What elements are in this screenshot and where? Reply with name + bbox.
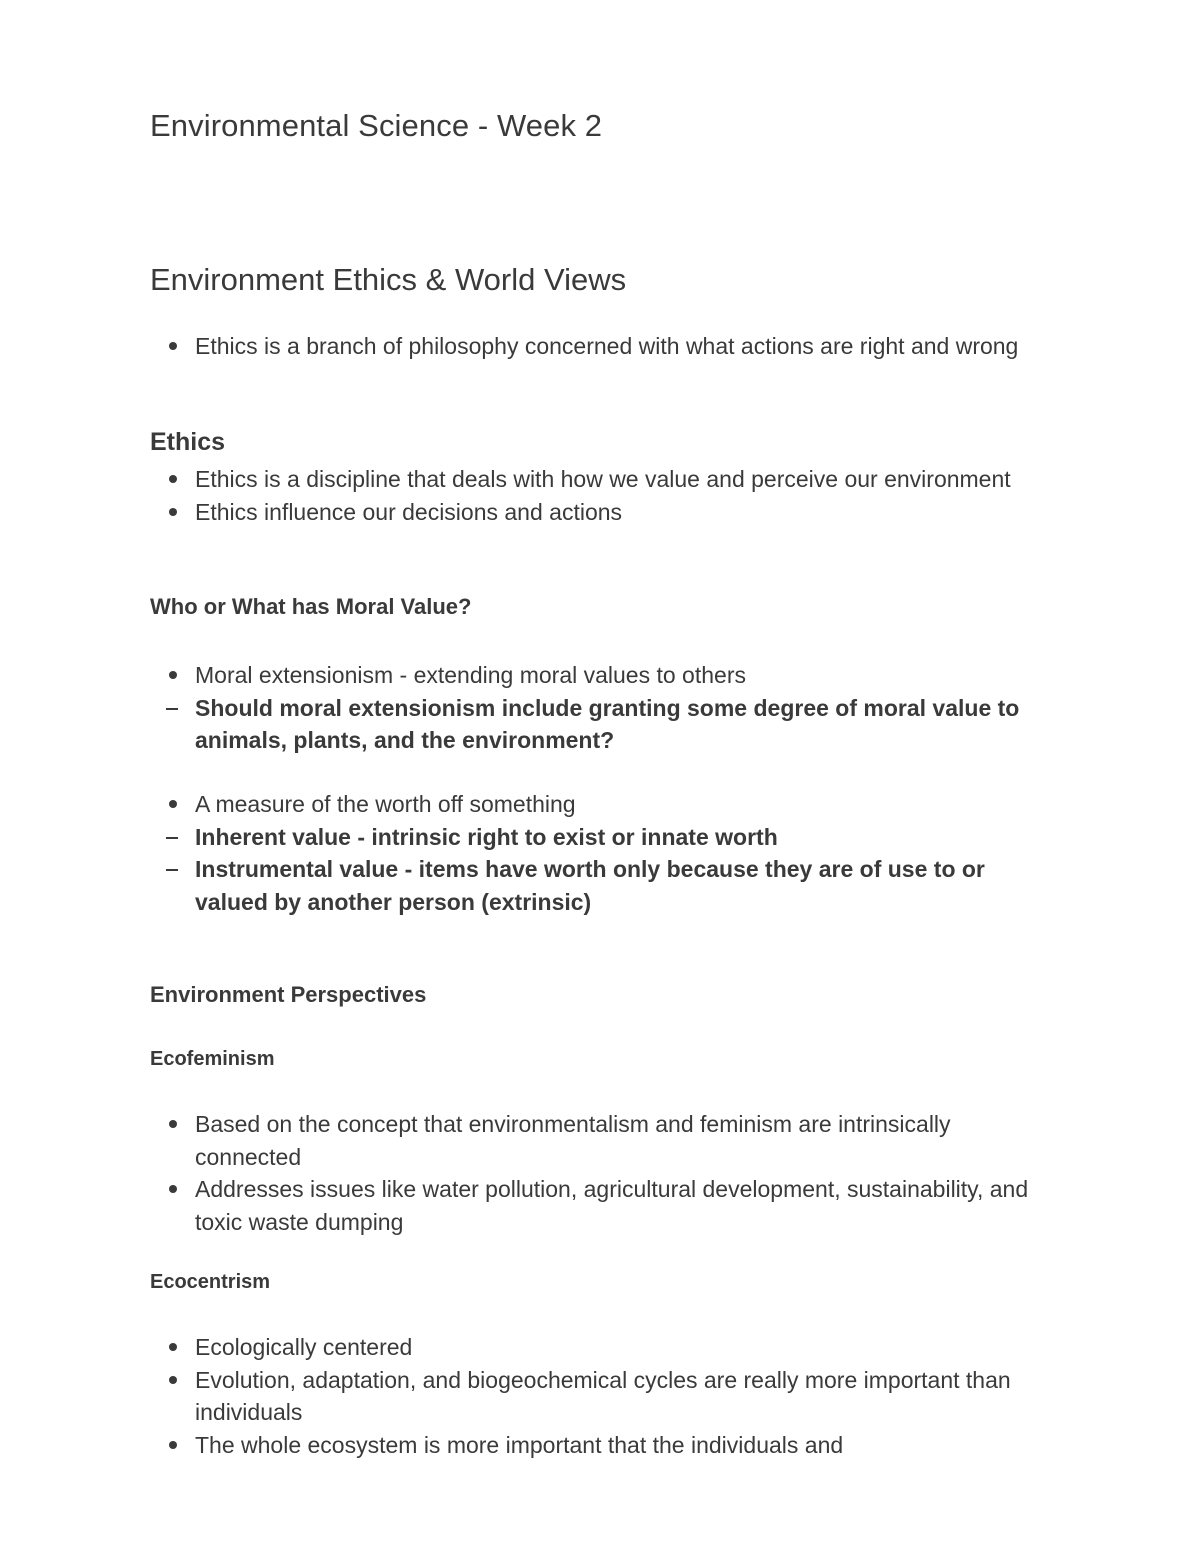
list-item: Ethics is a branch of philosophy concerned with what actions are right and wrong: [150, 330, 1045, 363]
section-world-views: [150, 262, 1050, 298]
section-heading-ethics: Ethics: [150, 428, 226, 456]
subsection-heading-ecofeminism: Ecofeminism: [150, 1048, 275, 1070]
moral-list-1: [150, 659, 1050, 757]
section-perspectives: [150, 982, 1050, 1008]
dash-icon: [166, 869, 178, 871]
section-moral-value: [150, 594, 1050, 620]
list-item: Evolution, adaptation, and biogeochemical cycles are really more important than individuals: [150, 1364, 1045, 1429]
list-item: Ethics is a discipline that deals with how we value and perceive our environment: [150, 463, 1045, 496]
section-heading-perspectives: Environment Perspectives: [150, 982, 427, 1007]
section-heading-world-views: Environment Ethics & World Views: [150, 262, 627, 297]
bullet-icon: [169, 342, 177, 350]
bullet-icon: [169, 1376, 177, 1384]
bullet-icon: [169, 475, 177, 483]
list-item: Moral extensionism - extending moral values to others: [150, 659, 1045, 692]
ethics-list: [150, 463, 1050, 528]
bullet-icon: [169, 1343, 177, 1351]
list-item: Should moral extensionism include granting some degree of moral value to animals, plants, and the environment?: [150, 692, 1045, 757]
world-views-list: [150, 330, 1050, 363]
subsection-ecocentrism: [150, 1271, 1050, 1294]
dash-icon: [166, 837, 178, 839]
dash-icon: [166, 708, 178, 710]
subsection-ecofeminism: [150, 1048, 1050, 1071]
bullet-icon: [169, 671, 177, 679]
list-item: Addresses issues like water pollution, agricultural development, sustainability, and toxic waste dumping: [150, 1173, 1045, 1238]
list-item: The whole ecosystem is more important that the individuals and: [150, 1429, 1045, 1462]
list-item: Ethics influence our decisions and actions: [150, 496, 1045, 529]
ecocentrism-list: [150, 1331, 1050, 1461]
list-item: Inherent value - intrinsic right to exist or innate worth: [150, 821, 1045, 854]
moral-list-2: [150, 788, 1050, 918]
bullet-icon: [169, 1120, 177, 1128]
bullet-icon: [169, 1441, 177, 1449]
list-item: Ecologically centered: [150, 1331, 1045, 1364]
section-heading-moral-value: Who or What has Moral Value?: [150, 594, 472, 619]
list-item: Based on the concept that environmentalism and feminism are intrinsically connected: [150, 1108, 1045, 1173]
ecofeminism-list: [150, 1108, 1050, 1238]
bullet-icon: [169, 800, 177, 808]
list-item: A measure of the worth off something: [150, 788, 1045, 821]
list-item: Instrumental value - items have worth only because they are of use to or valued by another person (extrinsic): [150, 853, 1045, 918]
bullet-icon: [169, 1185, 177, 1193]
subsection-heading-ecocentrism: Ecocentrism: [150, 1271, 271, 1293]
bullet-icon: [169, 508, 177, 516]
section-ethics: [150, 428, 1050, 457]
document-title: Environmental Science - Week 2: [150, 108, 603, 143]
